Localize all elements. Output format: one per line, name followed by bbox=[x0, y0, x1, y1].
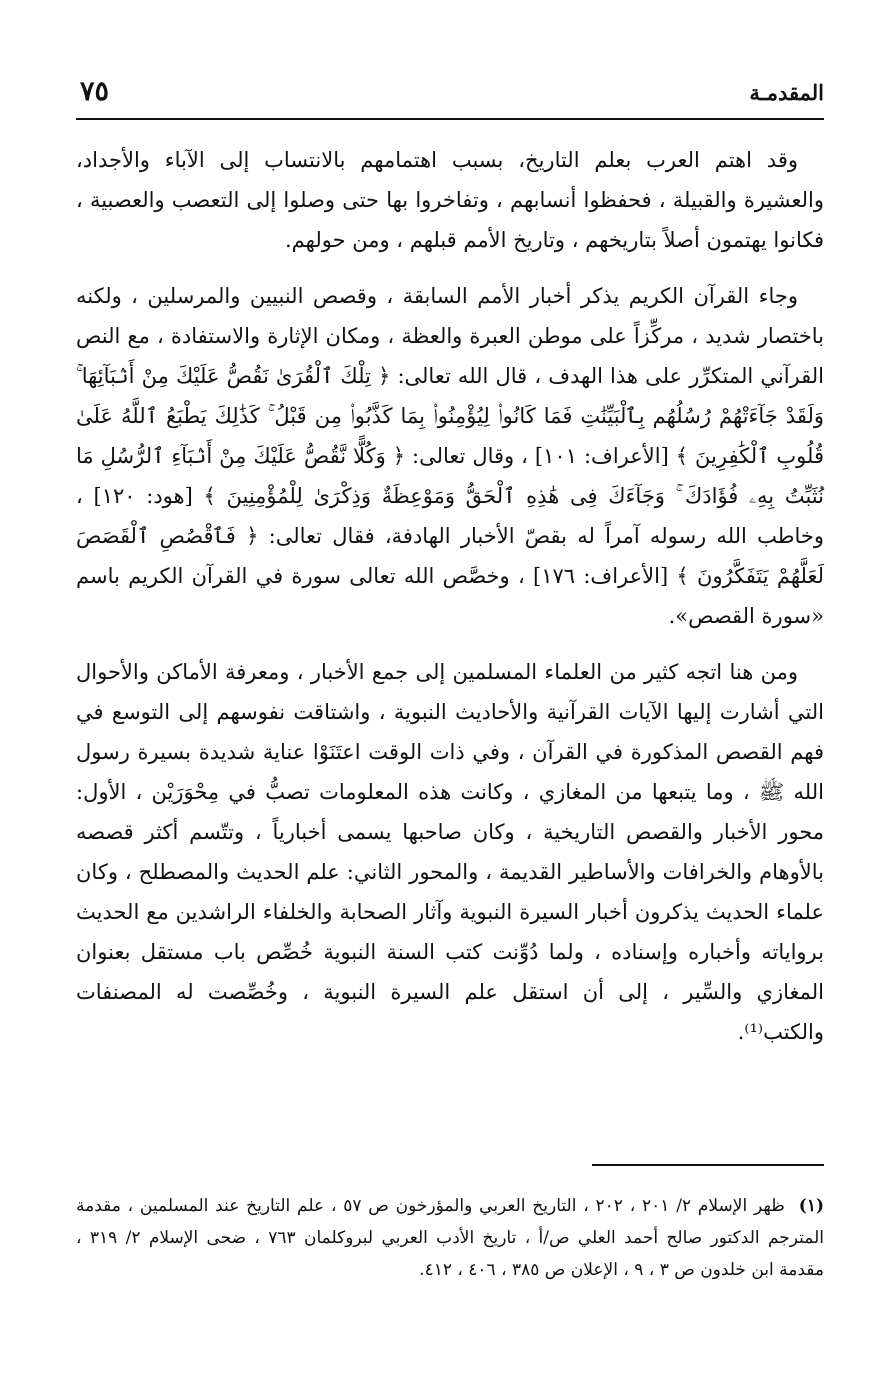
footnote-text: ظهر الإسلام ٢/ ٢٠١ ، ٢٠٢ ، التاريخ العربي والمؤرخون ص ٥٧ ، علم التاريخ عند المسلمين ، مقدمة المترجم الدكتور صالح أحمد العلي ص/أ ، تاريخ الأدب العربي لبروكلمان ٧٦٣ ، ضحى الإسلام ٢/ ٣١٩ ، مقدمة ابن خلدون ص ٣ ، ٩ ، الإعلان ص ٣٨٥ ، ٤٠٦ ، ٤١٢. bbox=[76, 1196, 825, 1280]
footnote-rule bbox=[592, 1164, 824, 1166]
paragraph-quran-stories: وجاء القرآن الكريم يذكر أخبار الأمم السابقة ، وقصص النبيين والمرسلين ، ولكنه باختصار شديد ، مركِّزاً على موطن العبرة والعظة ، ومكان الإثارة والاستفادة ، مع النص القرآني المتكرِّر على هذا الهدف ، قال الله تعالى: ﴿ تِلْكَ ٱلْقُرَىٰ نَقُصُّ عَلَيْكَ مِنْ أَنۢبَآئِهَا ۚ وَلَقَدْ جَآءَتْهُمْ رُسُلُهُم بِٱلْبَيِّنَٰتِ فَمَا كَانُوا۟ لِيُؤْمِنُوا۟ بِمَا كَذَّبُوا۟ مِن قَبْلُ ۚ كَذَٰلِكَ يَطْبَعُ ٱللَّهُ عَلَىٰ قُلُوبِ ٱلْكَٰفِرِينَ ﴾ [الأعراف: ١٠١] ، وقال تعالى: ﴿ وَكُلًّا نَّقُصُّ عَلَيْكَ مِنْ أَنۢبَآءِ ٱلرُّسُلِ مَا نُثَبِّتُ بِهِۦ فُؤَادَكَ ۚ وَجَآءَكَ فِى هَٰذِهِ ٱلْحَقُّ وَمَوْعِظَةٌ وَذِكْرَىٰ لِلْمُؤْمِنِينَ ﴾ [هود: ١٢٠] ، وخاطب الله رسوله آمراً له بقصّ الأخبار الهادفة، فقال تعالى: ﴿ فَٱقْصُصِ ٱلْقَصَصَ لَعَلَّهُمْ يَتَفَكَّرُونَ ﴾ [الأعراف: ١٧٦] ، وخصَّص الله تعالى سورة في القرآن الكريم باسم «سورة القصص». bbox=[76, 284, 824, 628]
page-number: ٧٥ bbox=[80, 76, 110, 107]
section-title: المقدمـة bbox=[749, 80, 824, 105]
footnote bbox=[76, 1190, 824, 1286]
header-rule bbox=[76, 118, 824, 120]
footnote-marker: (١) bbox=[798, 1196, 824, 1216]
body-text bbox=[76, 140, 824, 1068]
paragraph-scholars-axes: ومن هنا اتجه كثير من العلماء المسلمين إلى جمع الأخبار ، ومعرفة الأماكن والأحوال التي أشارت إليها الآيات القرآنية والأحاديث النبوية ، واشتاقت نفوسهم إلى التوسع في فهم القصص المذكورة في القرآن ، وفي ذات الوقت اعتَنَوْا عناية شديدة بسيرة رسول الله ﷺ ، وما يتبعها من المغازي ، وكانت هذه المعلومات تصبُّ في مِحْوَرَيْن ، الأول: محور الأخبار والقصص التاريخية ، وكان صاحبها يسمى أخبارياً ، وتتّسم أكثر قصصه بالأوهام والخرافات والأساطير القديمة ، والمحور الثاني: علم الحديث والمصطلح ، وكان علماء الحديث يذكرون أخبار السيرة النبوية وآثار الصحابة والخلفاء الراشدين مع الحديث برواياته وأخباره وإسناده ، ولما دُوِّنت كتب السنة النبوية خُصِّص باب مستقل بعنوان المغازي والسِّير ، إلى أن استقل علم السيرة النبوية ، وخُصِّصت له المصنفات والكتب⁽¹⁾. bbox=[76, 660, 824, 1044]
page-header bbox=[76, 74, 824, 114]
paragraph-arab-history: وقد اهتم العرب بعلم التاريخ، بسبب اهتمامهم بالانتساب إلى الآباء والأجداد، والعشيرة والقبيلة ، فحفظوا أنسابهم ، وتفاخروا بها حتى وصلوا إلى التعصب والعصبية ، فكانوا يهتمون أصلاً بتاريخهم ، وتاريخ الأمم قبلهم ، ومن حولهم. bbox=[76, 148, 824, 252]
